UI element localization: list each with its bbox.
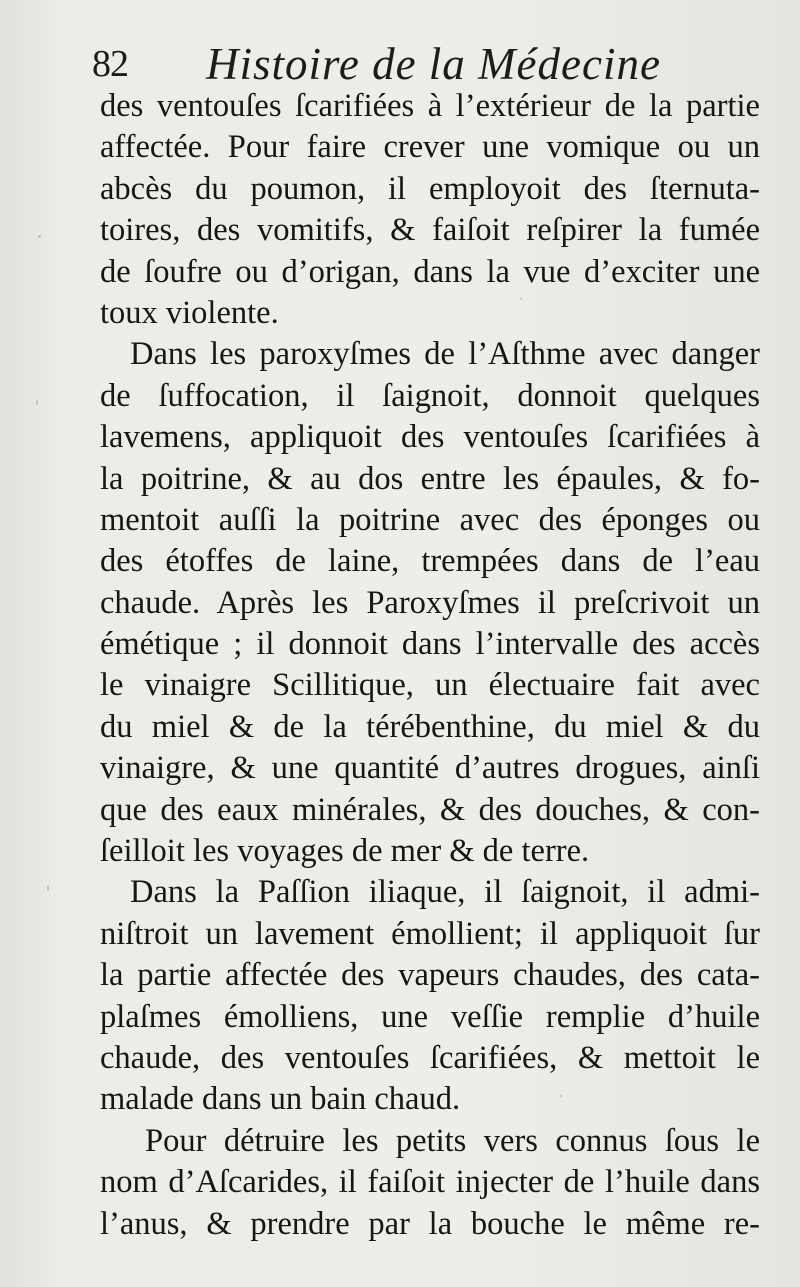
text-line: des étoffes de laine, trempées dans de l’eau [100,543,760,580]
text-line: Dans la Paſſion iliaque, il ſaignoit, il admi- [130,874,760,911]
text-line: émétique ; il donnoit dans l’intervalle des accès [100,626,760,663]
text-line: lavemens, appliquoit des ventouſes ſcarifiées à [100,419,760,456]
text-line: la partie affectée des vapeurs chaudes, des cata- [100,957,760,994]
page-number: 82 [92,43,128,85]
text-line: malade dans un bain chaud. [100,1081,461,1118]
text-line: que des eaux minérales, & des douches, & con- [100,791,760,828]
text-line: de ſoufre ou d’origan, dans la vue d’exciter une [100,253,760,290]
text-line: vinaigre, & une quantité d’autres drogues, ainſi [100,750,760,787]
text-line: de ſuffocation, il ſaignoit, donnoit quelques [100,377,760,414]
text-line: chaude. Après les Paroxyſmes il preſcrivoit un [100,584,760,621]
text-line: abcès du poumon, il employoit des ſternuta- [100,170,760,207]
text-line: des ventouſes ſcarifiées à l’extérieur de la partie [100,88,760,124]
text-line: Dans les paroxyſmes de l’Aſthme avec danger [130,336,760,373]
text-line: du miel & de la térébenthine, du miel & du [100,708,760,745]
paper-speck [36,400,38,405]
text-line: l’anus, & prendre par la bouche le même re- [100,1205,760,1242]
paper-speck [47,885,49,891]
running-title: Histoire de la Médecine [206,39,661,89]
text-line: le vinaigre Scillitique, un électuaire fait avec [100,667,760,704]
text-line: niſtroit un lavement émollient; il appliquoit ſur [100,915,760,952]
text-line: chaude, des ventouſes ſcarifiées, & mettoit le [100,1039,760,1076]
text-line: mentoit auſſi la poitrine avec des éponges ou [100,501,760,538]
text-line: plaſmes émolliens, une veſſie remplie d’huile [100,998,760,1035]
text-line: toux violente. [100,294,279,331]
paper-speck [560,1095,562,1097]
paper-speck [38,235,41,238]
paper-speck [520,298,522,300]
text-line: toires, des vomitifs, & faiſoit reſpirer la fumée [100,212,760,249]
text-line: nom d’Aſcarides, il faiſoit injecter de l’huile dans [100,1164,760,1201]
text-line: la poitrine, & au dos entre les épaules, & fo- [100,460,760,497]
text-line: Pour détruire les petits vers connus ſous le [145,1122,760,1159]
text-line: affectée. Pour faire crever une vomique ou un [100,129,760,166]
body-text [100,86,760,1245]
text-line: ſeilloit les voyages de mer & de terre. [100,833,590,870]
